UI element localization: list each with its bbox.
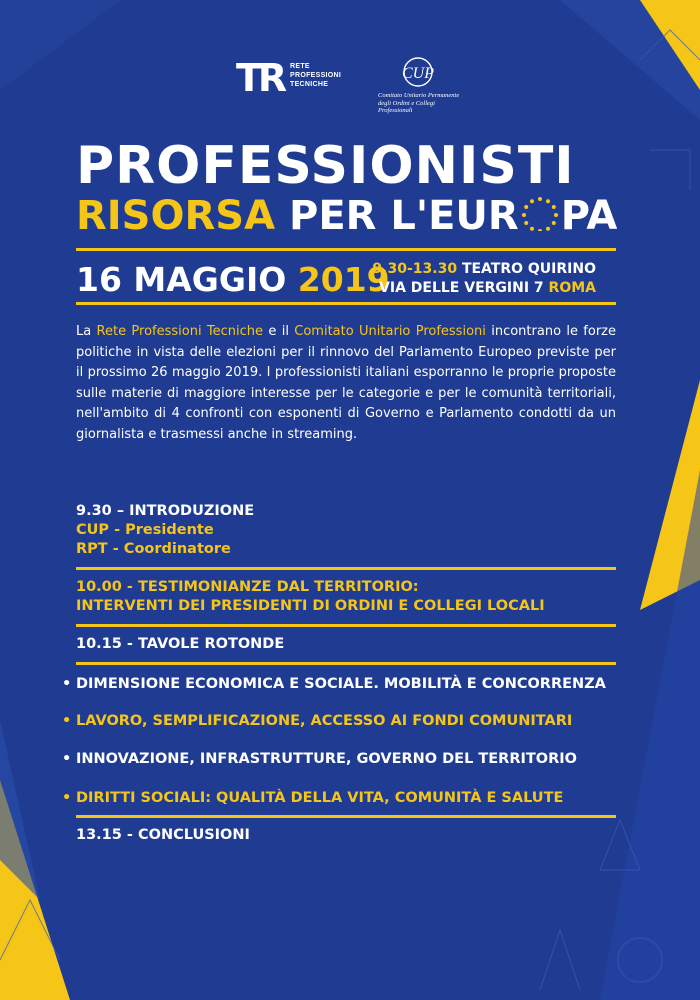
intro-text-3: incontrano le forze politiche in vista delle elezioni per il rinnovo del Parlamento Europeo previste per il prossimo 26 maggio 2019. I professionisti italiani esporranno le proprie proposte sulle materie di maggiore interesse per le categorie e per le comunità territoriali, nell'ambito di 4 confronti con esponenti di Governo e Parlamento condotti da un giornalista e trasmessi anche in streaming. [76, 324, 617, 442]
cup-line-2: degli Ordini e Collegi Professionali [378, 99, 435, 114]
cup-logo-text [378, 92, 468, 115]
headline-per-europa: PER L'EUR [289, 193, 519, 239]
subheadline [76, 193, 636, 239]
intro-rpt-highlight: Rete Professioni Tecniche [96, 324, 264, 339]
event-address: VIA DELLE VERGINI 7 [379, 280, 544, 296]
divider-program-3 [76, 662, 616, 665]
cup-emblem-icon [388, 52, 448, 92]
rpt-logo-text [290, 62, 341, 89]
topic-item: • DIMENSIONE ECONOMICA E SOCIALE. MOBILITÀ E CONCORRENZA [62, 674, 642, 694]
divider-program-1 [76, 567, 616, 570]
topic-item: • DIRITTI SOCIALI: QUALITÀ DELLA VITA, COMUNITÀ E SALUTE [62, 788, 642, 808]
cup-logo [364, 52, 464, 114]
rpt-line-1: RETE [290, 63, 310, 70]
program-conclusioni: 13.15 - CONCLUSIONI [76, 827, 250, 843]
divider-title [76, 248, 616, 251]
divider-date [76, 302, 616, 305]
rpt-logo [236, 56, 346, 106]
rpt-line-2: PROFESSIONI [290, 72, 342, 79]
program-intro-title: 9.30 – INTRODUZIONE [76, 503, 255, 519]
intro-cup-highlight: Comitato Unitario Professioni [294, 324, 486, 339]
cup-line-1: Comitato Unitario Permanente [378, 92, 460, 99]
intro-text-1: La [76, 324, 97, 339]
headline: PROFESSIONISTI [76, 136, 575, 196]
event-date [76, 258, 390, 302]
event-city: ROMA [548, 280, 596, 296]
event-venue: TEATRO QUIRINO [461, 261, 596, 277]
headline-pa: PA [560, 193, 618, 239]
cup-mark-text: CUP [402, 65, 434, 82]
program-rpt-role: RPT - Coordinatore [76, 541, 231, 557]
eu-stars-icon [520, 195, 560, 231]
event-time: 9.30-13.30 [372, 261, 458, 277]
topic-item: • LAVORO, SEMPLIFICAZIONE, ACCESSO AI FONDI COMUNITARI [62, 711, 642, 731]
date-row [76, 258, 636, 302]
topic-item: • INNOVAZIONE, INFRASTRUTTURE, GOVERNO DEL TERRITORIO [62, 749, 642, 769]
intro-paragraph [76, 322, 616, 446]
event-location [372, 260, 596, 298]
program-testimonianze-subtitle: INTERVENTI DEI PRESIDENTI DI ORDINI E COLLEGI LOCALI [76, 598, 545, 614]
event-date-year: 2019 [297, 260, 390, 299]
program-tavole-title: 10.15 - TAVOLE ROTONDE [76, 636, 285, 652]
headline-risorsa: RISORSA [76, 193, 276, 239]
event-date-day: 16 MAGGIO [76, 260, 287, 299]
divider-program-4 [76, 815, 616, 818]
program-cup-role: CUP - Presidente [76, 522, 214, 538]
rpt-line-3: TECNICHE [290, 81, 329, 88]
rpt-logo-mark: TR [236, 56, 284, 100]
intro-text-2: e il [263, 324, 295, 339]
logos-bar [236, 52, 476, 112]
divider-program-2 [76, 624, 616, 627]
program-testimonianze-title: 10.00 - TESTIMONIANZE DAL TERRITORIO: [76, 579, 419, 595]
